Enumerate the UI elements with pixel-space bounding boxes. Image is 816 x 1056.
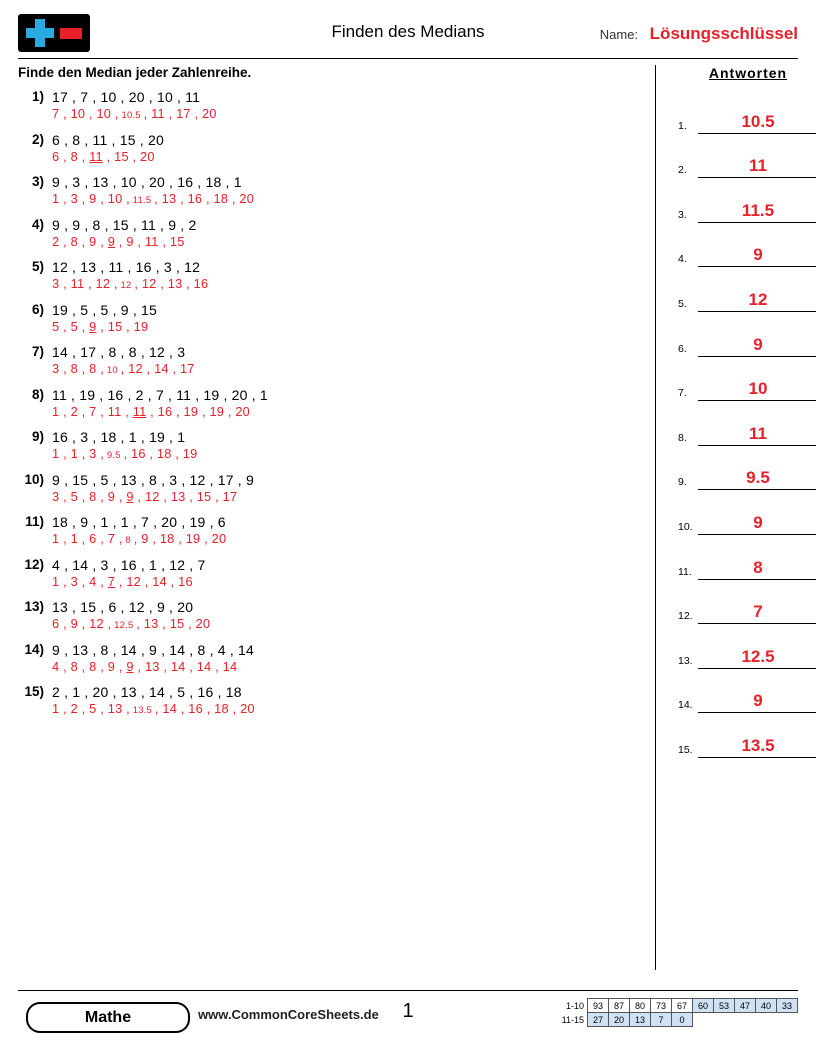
answer-rows	[678, 91, 816, 760]
median-value: 9	[107, 233, 116, 249]
sorted-prefix: 3 , 8 , 8 ,	[52, 361, 104, 376]
sorted-suffix: , 13 , 15 , 20	[136, 616, 211, 631]
median-value: 12.5	[111, 620, 137, 631]
answer-index: 10.	[678, 520, 693, 533]
problem-item	[18, 642, 638, 674]
answer-row	[678, 225, 816, 270]
problem-item	[18, 599, 638, 631]
sorted-suffix: , 15 , 20	[102, 148, 155, 164]
scale-cell: 93	[588, 999, 609, 1013]
answer-row	[678, 91, 816, 136]
answers-header: Antworten	[708, 65, 788, 81]
problem-number: 13)	[24, 599, 44, 614]
answer-row	[678, 403, 816, 448]
median-value: 11.5	[129, 195, 155, 206]
problem-answer	[52, 574, 638, 589]
problem-item	[18, 557, 638, 589]
problem-question: 19 , 5 , 5 , 9 , 15	[52, 301, 157, 318]
answer-value: 7	[753, 602, 763, 622]
problem-item	[18, 514, 638, 546]
median-value: 13.5	[129, 705, 155, 716]
page-title: Finden des Medians	[331, 22, 485, 41]
problem-answer	[52, 319, 638, 334]
problem-question: 6 , 8 , 11 , 15 , 20	[52, 131, 164, 148]
scale-cell-empty	[756, 1013, 777, 1027]
sorted-prefix: 1 , 2 , 7 , 11 ,	[52, 403, 133, 419]
answer-row	[678, 671, 816, 716]
scale-row-label: 1-10	[565, 1000, 584, 1011]
problem-question: 17 , 7 , 10 , 20 , 10 , 11	[52, 89, 201, 105]
scale-cell: 13	[630, 1013, 651, 1027]
answer-index: 13.	[678, 654, 693, 667]
problem-question: 4 , 14 , 3 , 16 , 1 , 12 , 7	[52, 556, 206, 573]
problem-number: 12)	[24, 556, 44, 572]
answer-row	[678, 582, 816, 627]
answer-row	[678, 136, 816, 181]
sorted-prefix: 4 , 8 , 8 , 9 ,	[52, 658, 127, 674]
answer-row	[678, 715, 816, 760]
problem-item	[18, 344, 638, 376]
answer-index: 1.	[678, 119, 687, 132]
problem-answer	[52, 149, 638, 164]
scale-cell: 20	[609, 1013, 630, 1027]
answer-index: 4.	[678, 253, 687, 266]
problem-item	[18, 472, 638, 504]
sorted-suffix: , 16 , 18 , 19	[123, 446, 198, 461]
sorted-suffix: , 11 , 17 , 20	[143, 106, 217, 121]
problem-item	[18, 387, 638, 419]
sorted-suffix: , 13 , 16 , 18 , 20	[154, 191, 255, 206]
answer-value: 11	[749, 156, 767, 176]
median-value: 9	[126, 488, 134, 504]
sorted-suffix: , 13 , 14 , 14 , 14	[133, 658, 238, 674]
problem-item	[18, 132, 638, 164]
sorted-suffix: , 12 , 13 , 16	[134, 276, 209, 291]
median-value: 9.5	[104, 450, 124, 461]
problem-number: 2)	[31, 131, 44, 147]
answer-row	[678, 537, 816, 582]
median-value: 11	[89, 148, 103, 164]
problem-question: 2 , 1 , 20 , 13 , 14 , 5 , 16 , 18	[52, 684, 242, 700]
page-footer	[18, 990, 798, 1046]
answer-value: 11.5	[741, 200, 775, 220]
problem-number: 8)	[31, 386, 44, 402]
problem-number: 7)	[31, 344, 44, 359]
scale-cell: 60	[693, 999, 714, 1013]
answer-key-column	[678, 65, 816, 760]
median-value: 12	[117, 280, 135, 291]
answer-value: 9	[753, 691, 763, 711]
problem-number: 11)	[25, 514, 44, 529]
column-divider	[655, 65, 656, 970]
answer-row	[678, 180, 816, 225]
scale-cell: 33	[777, 999, 798, 1013]
problem-answer	[52, 361, 638, 376]
name-field-area	[600, 24, 798, 44]
problem-answer	[52, 234, 638, 249]
answer-row	[678, 359, 816, 404]
instructions: Finde den Median jeder Zahlenreihe.	[18, 65, 252, 80]
sorted-prefix: 3 , 11 , 12 ,	[52, 276, 118, 291]
scale-cell-empty	[777, 1013, 798, 1027]
answer-index: 2.	[678, 164, 687, 177]
problem-question: 16 , 3 , 18 , 1 , 19 , 1	[52, 429, 186, 445]
worksheet-body	[18, 65, 798, 970]
problem-item	[18, 174, 638, 206]
problem-number: 5)	[31, 259, 44, 274]
answer-row	[678, 269, 816, 314]
median-value: 10	[104, 365, 121, 376]
answer-index: 11.	[678, 565, 692, 578]
problem-item	[18, 217, 638, 249]
page-number: 1	[402, 1000, 414, 1022]
answer-value: 13.5	[741, 735, 775, 755]
answer-value: 8	[753, 557, 763, 577]
answer-index: 6.	[678, 342, 687, 355]
scale-cell: 47	[735, 999, 756, 1013]
problem-question: 13 , 15 , 6 , 12 , 9 , 20	[52, 599, 194, 615]
problem-answer	[52, 106, 638, 121]
problem-item	[18, 89, 638, 121]
name-label: Name:	[599, 27, 639, 42]
median-value: 9	[126, 658, 134, 674]
grading-scale	[554, 998, 798, 1027]
sorted-prefix: 1 , 1 , 3 ,	[52, 446, 104, 461]
problem-number: 4)	[31, 216, 44, 232]
sorted-suffix: , 15 , 19	[96, 318, 149, 334]
scale-cell: 7	[651, 1013, 672, 1027]
scale-cell: 40	[756, 999, 777, 1013]
sorted-suffix: , 16 , 19 , 19 , 20	[146, 403, 250, 419]
median-value: 7	[107, 573, 116, 589]
answer-value: 9.5	[746, 468, 770, 488]
header-divider	[18, 58, 798, 59]
problem-question: 12 , 13 , 11 , 16 , 3 , 12	[52, 259, 201, 275]
median-value: 9	[89, 318, 97, 334]
median-value: 8	[122, 535, 134, 546]
answer-value: 12.5	[741, 646, 775, 666]
page-header	[18, 14, 798, 56]
scale-cell: 27	[588, 1013, 609, 1027]
sorted-prefix: 1 , 2 , 5 , 13 ,	[52, 701, 130, 716]
problem-question: 14 , 17 , 8 , 8 , 12 , 3	[52, 344, 186, 360]
problem-answer	[52, 404, 638, 419]
sorted-prefix: 2 , 8 , 9 ,	[52, 233, 108, 249]
scale-cell: 87	[609, 999, 630, 1013]
problem-question: 9 , 15 , 5 , 13 , 8 , 3 , 12 , 17 , 9	[52, 471, 254, 488]
problem-answer	[52, 531, 638, 546]
sorted-suffix: , 12 , 14 , 17	[120, 361, 195, 376]
problem-question: 18 , 9 , 1 , 1 , 7 , 20 , 19 , 6	[52, 514, 226, 530]
sorted-prefix: 5 , 5 ,	[52, 318, 90, 334]
sorted-suffix: , 9 , 11 , 15	[115, 233, 185, 249]
problem-item	[18, 259, 638, 291]
sorted-prefix: 6 , 8 ,	[52, 148, 90, 164]
footer-divider	[18, 990, 798, 991]
sorted-suffix: , 12 , 14 , 16	[115, 573, 193, 589]
problem-answer	[52, 616, 638, 631]
problem-answer	[52, 276, 638, 291]
answer-row	[678, 314, 816, 359]
sorted-prefix: 1 , 1 , 6 , 7 ,	[52, 531, 123, 546]
scale-cell-empty	[714, 1013, 735, 1027]
answer-index: 9.	[678, 476, 687, 489]
scale-row-label: 11-15	[561, 1014, 584, 1025]
answer-index: 3.	[678, 208, 687, 221]
problem-number: 3)	[31, 174, 44, 189]
median-value: 10.5	[118, 110, 144, 121]
answer-index: 15.	[678, 743, 693, 756]
scale-cell-empty	[735, 1013, 756, 1027]
problem-answer	[52, 701, 638, 716]
subject-badge: Mathe	[26, 1002, 190, 1033]
scale-cell: 67	[672, 999, 693, 1013]
problem-item	[18, 302, 638, 334]
problem-item	[18, 429, 638, 461]
problem-answer	[52, 489, 638, 504]
answer-row	[678, 448, 816, 493]
answer-value: 11	[749, 423, 767, 443]
answer-index: 5.	[678, 297, 687, 310]
problem-number: 9)	[31, 429, 44, 444]
problem-question: 11 , 19 , 16 , 2 , 7 , 11 , 19 , 20 , 1	[52, 386, 268, 403]
answer-row	[678, 626, 816, 671]
sorted-suffix: , 9 , 18 , 19 , 20	[133, 531, 227, 546]
sorted-prefix: 1 , 3 , 4 ,	[52, 573, 108, 589]
scale-cell: 0	[672, 1013, 693, 1027]
median-value: 11	[132, 403, 147, 419]
problem-list	[18, 89, 638, 727]
answer-value: 9	[753, 334, 763, 354]
sorted-suffix: , 14 , 16 , 18 , 20	[154, 701, 255, 716]
answer-value: 9	[753, 512, 763, 532]
problem-question: 9 , 13 , 8 , 14 , 9 , 14 , 8 , 4 , 14	[52, 641, 254, 658]
scale-cell: 53	[714, 999, 735, 1013]
answer-value: 12	[748, 289, 768, 309]
problem-number: 14)	[24, 641, 44, 657]
scale-cell: 73	[651, 999, 672, 1013]
answer-value: 10	[748, 379, 768, 399]
sorted-suffix: , 12 , 13 , 15 , 17	[133, 488, 238, 504]
answer-index: 14.	[678, 699, 693, 712]
sorted-prefix: 3 , 5 , 8 , 9 ,	[52, 488, 127, 504]
name-value: Lösungsschlüssel	[649, 24, 798, 43]
answer-index: 7.	[678, 387, 687, 400]
problem-question: 9 , 3 , 13 , 10 , 20 , 16 , 18 , 1	[52, 174, 242, 190]
scale-row	[554, 999, 798, 1013]
problem-answer	[52, 446, 638, 461]
problem-number: 1)	[31, 89, 44, 104]
answer-index: 12.	[678, 610, 693, 623]
scale-row	[554, 1013, 798, 1027]
answer-index: 8.	[678, 431, 687, 444]
problem-number: 6)	[31, 301, 44, 317]
scale-cell-empty	[693, 1013, 714, 1027]
problem-question: 9 , 9 , 8 , 15 , 11 , 9 , 2	[52, 216, 197, 233]
sorted-prefix: 6 , 9 , 12 ,	[52, 616, 112, 631]
answer-row	[678, 492, 816, 537]
problem-item	[18, 684, 638, 716]
sorted-prefix: 1 , 3 , 9 , 10 ,	[52, 191, 130, 206]
sorted-prefix: 7 , 10 , 10 ,	[52, 106, 119, 121]
website-label: www.CommonCoreSheets.de	[198, 1007, 379, 1022]
problem-number: 10)	[24, 471, 44, 487]
problem-answer	[52, 191, 638, 206]
scale-cell: 80	[630, 999, 651, 1013]
problem-answer	[52, 659, 638, 674]
answer-value: 10.5	[741, 111, 775, 131]
problem-number: 15)	[24, 684, 44, 699]
answer-value: 9	[753, 245, 763, 265]
